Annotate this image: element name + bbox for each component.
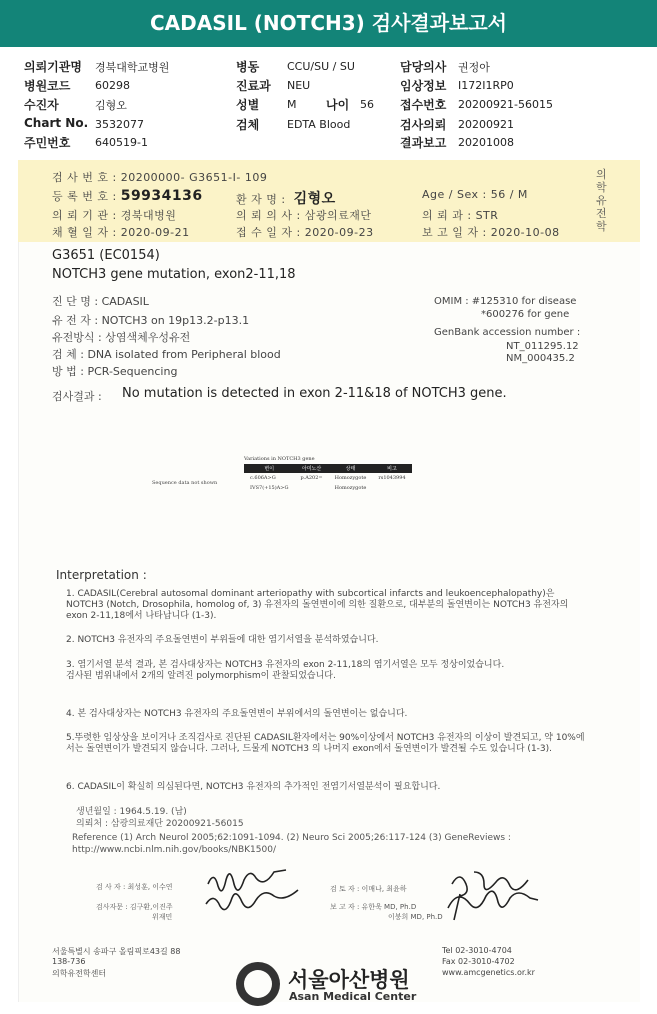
gene: 유 전 자 : NOTCH3 on 19p13.2-p13.1 xyxy=(52,314,250,327)
variants-cell: p.A202= xyxy=(300,475,323,481)
method: 방 법 : PCR-Sequencing xyxy=(52,365,178,378)
header-label: 성별 xyxy=(236,98,260,112)
test-result: No mutation is detected in exon 2-11&18 of NOTCH3 gene. xyxy=(122,386,507,401)
header-value: I172I1RP0 xyxy=(458,79,514,92)
variants-cell: Homozygote xyxy=(334,475,367,481)
sequence-note: Sequence data not shown xyxy=(152,480,218,486)
department-stamp: 의학유전학 xyxy=(596,168,607,233)
date-of-birth: 생년월일 : 1964.5.19. (남) xyxy=(76,807,187,817)
header-label: 병동 xyxy=(236,60,260,74)
receipt-date: 접 수 일 자 : 2020-09-23 xyxy=(236,226,374,239)
interpretation-3: 3. 염기서열 분석 결과, 본 검사대상자는 NOTCH3 유전자의 exon 2-11,18의 염기서열은 모두 정상이었습니다. 검사된 범위내에서 2개의 알려진 polymorphism이 관찰되었습니다. xyxy=(66,660,505,681)
variants-cell xyxy=(372,483,411,493)
interpretation-6: 6. CADASIL이 확실히 의심된다면, NOTCH3 유전자의 추가적인 전염기서열분석이 필요합니다. xyxy=(66,782,441,792)
requesting-doctor: 의 뢰 의 사 : 삼광의료재단 xyxy=(236,209,372,222)
fax: Fax 02-3010-4702 xyxy=(442,957,515,966)
header-value: 640519-1 xyxy=(95,136,148,149)
variants-table xyxy=(244,456,412,493)
hospital-name-korean: 서울아산병원 xyxy=(288,968,410,992)
responsible: 검사자문 : 김구환,이진주 xyxy=(96,903,173,911)
header-value: 경북대학교병원 xyxy=(95,61,170,74)
header-value: 권정아 xyxy=(458,61,490,74)
interpretation-2: 2. NOTCH3 유전자의 주요돌연변이 부위들에 대한 염기서열을 분석하였습니다. xyxy=(66,635,379,645)
variants-header-cell: 상태 xyxy=(329,464,373,473)
reporter-2: 이붕희 MD, Ph.D xyxy=(388,913,443,921)
age-value: 56 xyxy=(360,98,374,111)
header-label: 결과보고 xyxy=(400,136,447,150)
patient-name: 환 자 명 : 김형오 xyxy=(236,191,336,207)
header-label: 담당의사 xyxy=(400,60,447,74)
reviewer-signature-image xyxy=(440,864,550,924)
header-value: 60298 xyxy=(95,79,130,92)
header-value: CCU/SU / SU xyxy=(287,60,355,73)
variants-cell: rs1043994 xyxy=(378,475,406,481)
reporter: 보 고 자 : 유한욱 MD, Ph.D xyxy=(330,903,417,911)
header-label: 주민번호 xyxy=(24,136,71,150)
header-value: M xyxy=(287,98,297,111)
header-label: 수진자 xyxy=(24,98,59,112)
variants-cell: c.606A>G xyxy=(250,475,276,481)
specimen: 검 체 : DNA isolated from Peripheral blood xyxy=(52,348,281,361)
header-label: 검사의뢰 xyxy=(400,118,447,132)
genbank-nt: NT_011295.12 xyxy=(506,341,579,352)
header-value: 20200921 xyxy=(458,118,514,131)
variants-row xyxy=(244,483,412,493)
header-value: 김형오 xyxy=(95,99,127,112)
requester: 의뢰처 : 삼광의료재단 20200921-56015 xyxy=(76,819,244,829)
responsible-2: 위재민 xyxy=(152,913,173,921)
hospital-name-english: Asan Medical Center xyxy=(289,990,417,1003)
header-value: NEU xyxy=(287,79,311,92)
omim-disease: OMIM : #125310 for disease xyxy=(434,296,577,307)
header-label: Chart No. xyxy=(24,116,89,130)
variants-table-title: Variations in NOTCH3 gene xyxy=(244,456,315,462)
report-date: 보 고 일 자 : 2020-10-08 xyxy=(422,226,560,239)
variants-header-cell: 아미노산 xyxy=(294,464,328,473)
header-label: 진료과 xyxy=(236,79,271,93)
requesting-institution: 의 뢰 기 관 : 경북대병원 xyxy=(52,209,177,222)
variants-row xyxy=(244,473,412,483)
genbank-nm: NM_000435.2 xyxy=(506,353,575,364)
address-2: 138-736 xyxy=(52,957,86,966)
result-label: 검사결과 : xyxy=(52,390,102,403)
tester-signature-image xyxy=(200,866,310,920)
header-label: 검체 xyxy=(236,118,260,132)
interpretation-4: 4. 본 검사대상자는 NOTCH3 유전자의 주요돌연변이 부위에서의 돌연변이는 없습니다. xyxy=(66,709,408,719)
interpretation-5: 5.뚜렷한 임상상을 보이거나 조직검사로 진단된 CADASIL환자에서는 90%이상에서 NOTCH3 유전자의 이상이 발견되고, 약 10%에서는 돌연변이가 발견되지 않습니다. 그러나, 드물게 NOTCH3 의 나머지 exon에서 돌연변이가 발견될 수도 있습니다 (1-3). xyxy=(66,733,585,754)
registration-number: 등 록 번 호 : 59934136 xyxy=(52,188,203,204)
interpretation-label: Interpretation : xyxy=(56,568,147,582)
variants-cell xyxy=(294,483,328,493)
test-name: NOTCH3 gene mutation, exon2-11,18 xyxy=(52,267,296,282)
reviewer: 검 토 자 : 이매나, 최윤하 xyxy=(330,885,407,893)
genbank-label: GenBank accession number : xyxy=(434,327,581,338)
collection-date: 채 혈 일 자 : 2020-09-21 xyxy=(52,226,190,239)
asan-foundation-seal xyxy=(236,962,280,1006)
variants-cell: Homozygote xyxy=(334,485,367,491)
website: www.amcgenetics.or.kr xyxy=(442,968,535,977)
age-label: 나이 xyxy=(326,98,350,112)
variants-cell: IVS7(+15)A>G xyxy=(250,485,289,491)
address-3: 의학유전학센터 xyxy=(52,969,107,978)
header-label: 접수번호 xyxy=(400,98,447,112)
exam-number: 검 사 번 호 : 20200000- G3651-I- 109 xyxy=(52,171,268,184)
header-label: 의뢰기관명 xyxy=(24,60,82,74)
header-label: 임상정보 xyxy=(400,79,447,93)
header-label: 병원코드 xyxy=(24,79,71,93)
test-code: G3651 (EC0154) xyxy=(52,248,160,263)
address-1: 서울특별시 송파구 올림픽로43길 88 xyxy=(52,947,181,956)
variants-header-cell: 비고 xyxy=(372,464,411,473)
header-value: 3532077 xyxy=(95,118,144,131)
reference-url: http://www.ncbi.nlm.nih.gov/books/NBK1500/ xyxy=(72,845,276,855)
header-value: 20201008 xyxy=(458,136,514,149)
report-title: CADASIL (NOTCH3) 검사결과보고서 xyxy=(0,0,657,47)
telephone: Tel 02-3010-4704 xyxy=(442,946,512,955)
tester: 검 사 자 : 최성훈, 이수연 xyxy=(96,883,173,891)
requesting-department: 의 뢰 과 : STR xyxy=(422,209,499,222)
age-sex: Age / Sex : 56 / M xyxy=(422,188,528,201)
interpretation-1: 1. CADASIL(Cerebral autosomal dominant arteriopathy with subcortical infarcts and leukoencephalopathy)은 NOTCH3 (Notch, Drosophila, homolog of, 3) 유전자의 돌연변이에 의한 질환으로, 대부분의 돌연변이는 NOTCH3 유전자의 exon 2-11,18에서 나타납니다 (1-3). xyxy=(66,589,569,621)
references: Reference (1) Arch Neurol 2005;62:1091-1094. (2) Neuro Sci 2005;26:117-124 (3) GeneReviews : xyxy=(72,833,511,843)
header-value: EDTA Blood xyxy=(287,118,351,131)
omim-gene: *600276 for gene xyxy=(481,309,570,320)
inheritance: 유전방식 : 상염색체우성유전 xyxy=(52,331,191,344)
header-value: 20200921-56015 xyxy=(458,98,553,111)
diagnosis: 진 단 명 : CADASIL xyxy=(52,295,149,308)
variants-header-cell: 변이 xyxy=(244,464,294,473)
